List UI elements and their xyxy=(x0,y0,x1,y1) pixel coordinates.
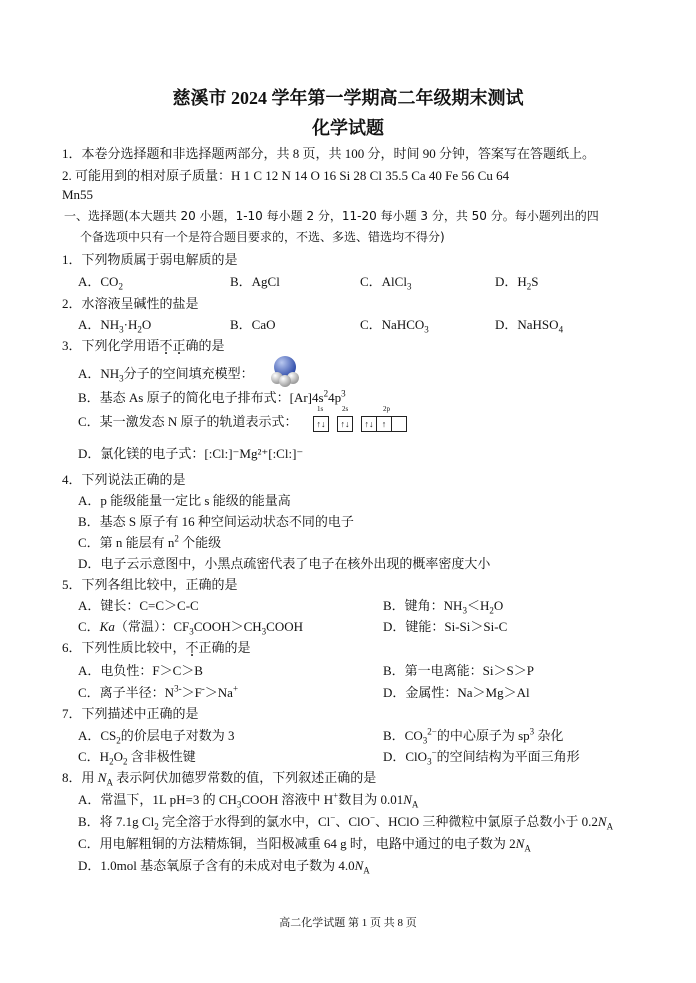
q3-option-a: A．$NH_3$分子的空间填充模型： xyxy=(78,366,254,384)
q3-option-c: C．某一激发态 N 原子的轨道表示式： xyxy=(78,414,298,429)
q7-option-c: C．$H_2O_2$ 含非极性键 xyxy=(78,749,196,767)
page-footer: 高二化学试题 第 1 页 共 8 页 xyxy=(279,917,417,929)
q7-option-d: D．ClO$_3$−的空间结构为平面三角形 xyxy=(383,747,580,767)
orbital-label-2s: 2s xyxy=(342,405,349,413)
q3-option-d: D．氯化镁的电子式：[:Cl:]⁻Mg²⁺[:Cl:]⁻ xyxy=(78,446,304,461)
q8-option-d: D．1.0mol 基态氧原子含有的未成对电子数为 $4.0N_A$ xyxy=(78,858,370,876)
nh3-space-filling-model-icon xyxy=(268,354,302,388)
orbital-box xyxy=(392,417,407,432)
orbital-label-1s: 1s xyxy=(317,405,324,413)
orbital-box: ↑↓ xyxy=(314,417,329,432)
q5-option-a: A．键长：C=C＞C-C xyxy=(78,598,199,613)
q6-option-a: A．电负性：F＞C＞B xyxy=(78,663,203,678)
orbital-diagram xyxy=(313,405,407,432)
orbital-box: ↑↓ xyxy=(338,417,353,432)
q4-option-c: C．第 n 能层有 $n^2$ 个能级 xyxy=(78,533,222,550)
q8-option-a: A．常温下，1L pH=3 的 $CH_3COOH$ 溶液中 H+数目为 $0.01N_A$ xyxy=(78,790,419,810)
q1-option-d: D．$H_2S$ xyxy=(495,274,539,292)
q8-option-b: B．将 7.1g $Cl_2$ 完全溶于水得到的氯水中，Cl−、ClO−、HClO 三种微粒中氯原子总数小于 $0.2N_A$ xyxy=(78,812,614,832)
instruction-1: 1．本卷分选择题和非选择题两部分，共 8 页，共 100 分，时间 90 分钟，答案写在答题纸上。 xyxy=(62,146,596,161)
instruction-2-cont: Mn55 xyxy=(62,187,94,202)
q2-option-d: D．NaHSO$_4$ xyxy=(495,317,564,335)
q2-option-b: B．CaO xyxy=(230,317,276,332)
electron-formula: [:Cl:]⁻Mg²⁺[:Cl:]⁻ xyxy=(204,446,304,461)
q2-option-a: A．$NH_3\cdot H_2O$ xyxy=(78,317,152,335)
q3-option-b: B．基态 As 原子的简化电子排布式：$[Ar]4s^24p^3$ xyxy=(78,388,346,405)
q1-option-b: B．AgCl xyxy=(230,274,280,289)
orbital-box: ↑↓ xyxy=(362,417,377,432)
q5-option-c: C．Ka（常温）：$CF_3COOH>CH_3COOH$ xyxy=(78,619,303,637)
q7-stem: 7．下列描述中正确的是 xyxy=(62,706,199,721)
q1-stem: 1．下列物质属于弱电解质的是 xyxy=(62,252,238,267)
q5-stem: 5．下列各组比较中，正确的是 xyxy=(62,577,238,592)
q4-option-a: A．p 能级能量一定比 s 能级的能量高 xyxy=(78,493,291,508)
q6-option-b: B．第一电离能：Si＞S＞P xyxy=(383,663,534,678)
q3-stem: 3．下列化学用语不正确的是 xyxy=(62,338,225,353)
q2-stem: 2．水溶液呈碱性的盐是 xyxy=(62,296,199,311)
q4-stem: 4．下列说法正确的是 xyxy=(62,472,186,487)
q6-stem: 6．下列性质比较中，不正确的是 xyxy=(62,640,251,655)
section-heading-1: 一、选择题(本大题共 20 小题，1-10 每小题 2 分，11-20 每小题 3 分，共 50 分。每小题列出的四 xyxy=(64,209,599,223)
orbital-label-2p: 2p xyxy=(383,405,390,413)
q2-option-c: C．NaHCO$_3$ xyxy=(360,317,429,335)
exam-subtitle: 化学试题 xyxy=(312,118,384,138)
q4-option-d: D．电子云示意图中，小黑点疏密代表了电子在核外出现的概率密度大小 xyxy=(78,556,491,571)
q7-option-a: A．$CS_2$的价层电子对数为 3 xyxy=(78,728,235,746)
q5-option-d: D．键能：Si-Si＞Si-C xyxy=(383,619,508,634)
q7-option-b: B．$CO_3^{2-}$的中心原子为 $sp^3$ 杂化 xyxy=(383,726,564,746)
q8-option-c: C．用电解粗铜的方法精炼铜，当阳极减重 64 g 时，电路中通过的电子数为 $2N_A$ xyxy=(78,836,531,854)
q5-option-b: B．键角：$NH_3<H_2O$ xyxy=(383,598,504,616)
section-heading-2: 个备选项中只有一个是符合题目要求的，不选、多选、错选均不得分) xyxy=(80,230,445,244)
q1-option-c: C．AlCl$_3$ xyxy=(360,274,412,292)
q6-option-c: C．离子半径：$N^{3-}>F^->Na^+$ xyxy=(78,683,239,700)
orbital-box: ↑ xyxy=(377,417,392,432)
q8-stem: 8．用 $N_A$ 表示阿伏加德罗常数的值，下列叙述正确的是 xyxy=(62,770,377,788)
q1-option-a: A．$CO_2$ xyxy=(78,274,123,292)
instruction-2: 2. 可能用到的相对原子质量：H 1 C 12 N 14 O 16 Si 28 Cl 35.5 Ca 40 Fe 56 Cu 64 xyxy=(62,168,510,183)
exam-title: 慈溪市 2024 学年第一学期高二年级期末测试 xyxy=(172,88,524,108)
q6-option-d: D．金属性：Na＞Mg＞Al xyxy=(383,685,530,700)
q4-option-b: B．基态 S 原子有 16 种空间运动状态不同的电子 xyxy=(78,514,354,529)
